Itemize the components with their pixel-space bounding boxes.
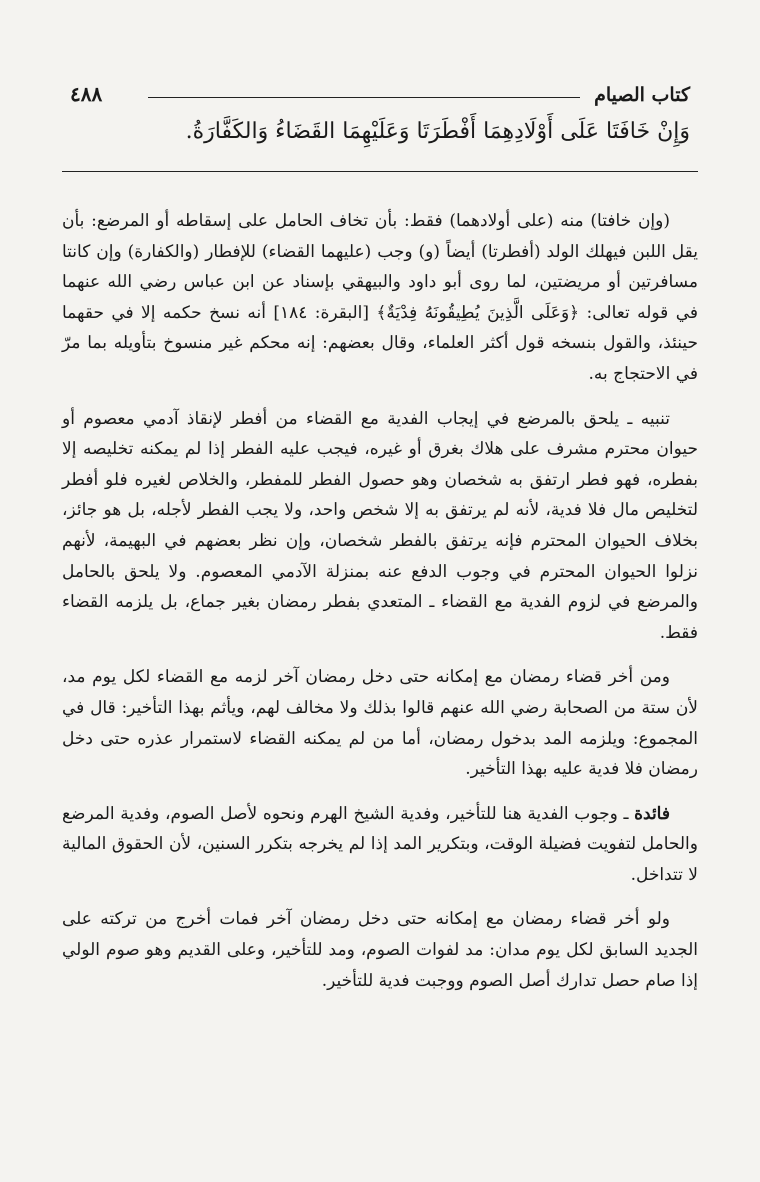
keyword-faidah: فائدة <box>634 803 670 824</box>
paragraph: (وإن خافتا) منه (على أولادهما) فقط: بأن تخاف الحامل على إسقاطه أو المرضع: بأن يقل اللبن فيهلك الولد (أفطرتا) أيضاً (و) وجب (عليهما القضاء) للإفطار (والكفارة) وإن كانتا مسافرتين أو مريضتين، لما روى أبو داود والبيهقي بإسناد عن ابن عباس رضي الله عنهما في قوله تعالى: ﴿وَعَلَى الَّذِينَ يُطِيقُونَهُ فِدْيَةٌ﴾ [البقرة: ١٨٤] أنه نسخ حكمه إلا في حقهما حينئذ، والقول بنسخه قول أكثر العلماء، وقال بعضهم: إنه محكم غير منسوخ بتأويله بما مرّ في الاحتجاج به. <box>62 211 698 384</box>
paragraph-text: ـ وجوب الفدية هنا للتأخير، وفدية الشيخ الهرم ونحوه لأصل الصوم، وفدية المرضع والحامل لتفويت فضيلة الوقت، وبتكرير المد إذا لم يخرجه بتكرر السنين، لأن الحقوق المالية لا تتداخل. <box>62 803 698 885</box>
header-rule <box>148 97 580 98</box>
book-title: كتاب الصيام <box>594 84 690 106</box>
page-header <box>70 84 690 110</box>
page-number: ٤٨٨ <box>70 82 103 106</box>
separator-rule <box>62 171 698 172</box>
paragraph <box>62 799 698 891</box>
matn-text: وَإِنْ خَافَتَا عَلَى أَوْلَادِهِمَا أَفْطَرَتَا وَعَلَيْهِمَا القَضَاءُ وَالكَفَّارَةُ. <box>185 119 690 144</box>
paragraph: ومن أخر قضاء رمضان مع إمكانه حتى دخل رمضان آخر لزمه مع القضاء لكل يوم مد، لأن ستة من الصحابة رضي الله عنهم قالوا بذلك ولا مخالف لهم، ويأثم بهذا التأخير: قال في المجموع: ويلزمه المد بدخول رمضان، أما من لم يمكنه القضاء لاستمرار عذره حتى دخل رمضان فلا فدية عليه بهذا التأخير. <box>62 667 698 780</box>
paragraph: تنبيه ـ يلحق بالمرضع في إيجاب الفدية مع القضاء من أفطر لإنقاذ آدمي معصوم أو حيوان محترم مشرف على هلاك بغرق أو غيره، فيجب عليه الفطر إذا لم يمكنه تخليصه إلا بفطره، فهو فطر ارتفق به شخصان وهو حصول الفطر للمفطر، والخلاص لغيره فلو أفطر لتخليص مال فلا فدية، لأنه لم يرتفق به إلا شخص واحد، ولا يجب الفطر لأجله، بل هو جائز، بخلاف الحيوان المحترم فإنه يرتفق بالفطر شخصان، وإن نظر بعضهم في البهيمة، لأنهم نزلوا الحيوان المحترم في وجوب الدفع عنه بمنزلة الآدمي المعصوم. ولا يلحق بالحامل والمرضع في لزوم الفدية مع القضاء ـ المتعدي بفطر رمضان بغير جماع، بل يلزمه القضاء فقط. <box>62 408 698 643</box>
paragraph: ولو أخر قضاء رمضان مع إمكانه حتى دخل رمضان آخر فمات أخرج من تركته على الجديد السابق لكل يوم مدان: مد لفوات الصوم، ومد للتأخير، وعلى القديم وهو صوم الولي إذا صام حصل تدارك أصل الصوم ووجبت فدية للتأخير. <box>62 909 698 991</box>
commentary-body <box>62 206 698 1010</box>
